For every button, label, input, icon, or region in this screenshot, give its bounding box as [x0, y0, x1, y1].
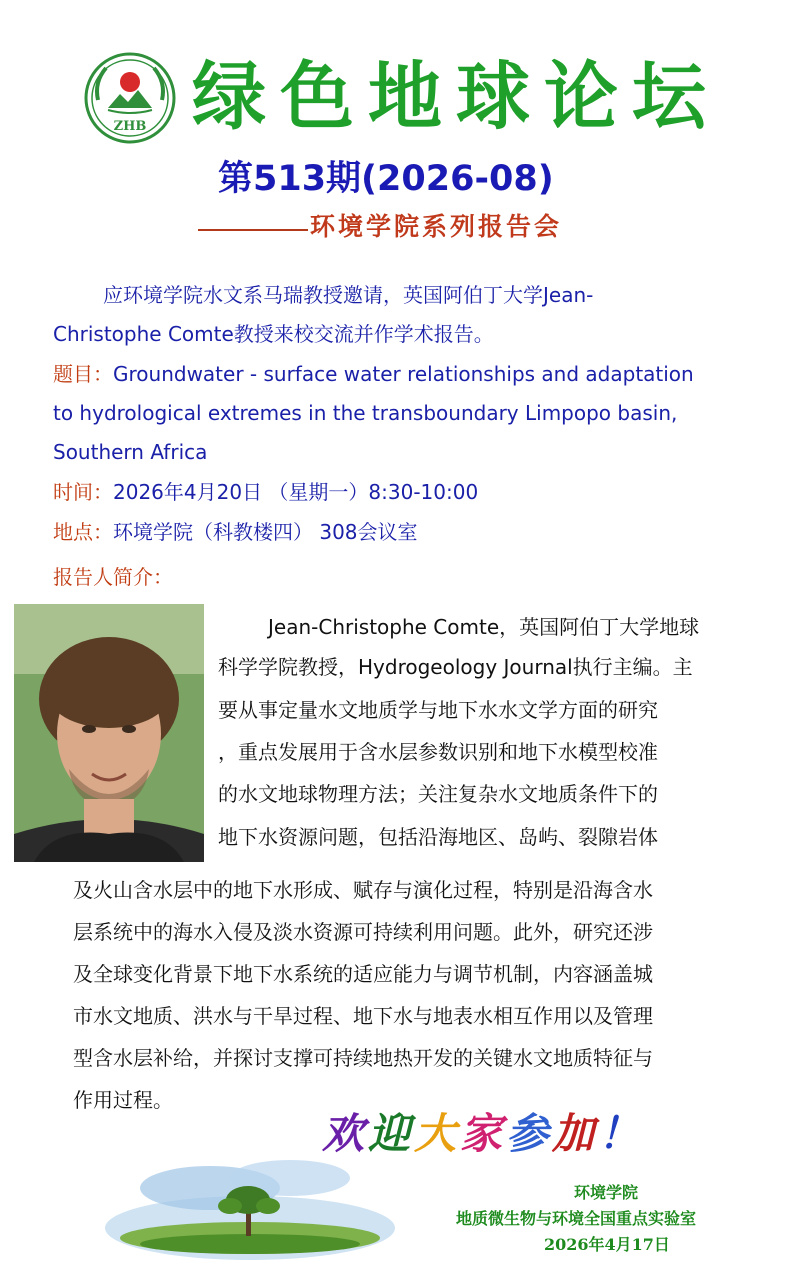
bio-line-5: 的水文地球物理方法；关注复杂水文地质条件下的	[218, 782, 658, 806]
welcome-char-7: ！	[598, 1109, 645, 1158]
place-label: 地点：	[53, 520, 113, 544]
topic-label: 题目：	[53, 362, 113, 386]
bio-line-2: 科学学院教授，Hydrogeology Journal执行主编。主	[218, 655, 693, 679]
place-value: 环境学院（科教楼四） 308会议室	[113, 520, 418, 544]
landscape-illustration	[100, 1148, 400, 1260]
logo-text: ZHB	[113, 119, 147, 134]
series-title: 环境学院系列报告会	[310, 212, 563, 241]
bio-line-1: Jean-Christophe Comte，英国阿伯丁大学地球	[268, 615, 700, 639]
footer-school: 环境学院	[574, 1183, 639, 1202]
bio-line-10: 市水文地质、洪水与干旱过程、地下水与地表水相互作用以及管理	[73, 1004, 653, 1028]
time-row	[53, 473, 478, 512]
speaker-photo	[14, 604, 204, 862]
bio-line-11: 型含水层补给，并探讨支撑可持续地热开发的关键水文地质特征与	[73, 1046, 653, 1070]
topic-line-3: Southern Africa	[53, 440, 208, 464]
topic-row	[53, 355, 694, 394]
welcome-char-4: 家	[460, 1109, 507, 1158]
welcome-char-6: 加	[552, 1109, 599, 1158]
bio-line-4: ，重点发展用于含水层参数识别和地下水模型校准	[218, 740, 658, 764]
series-dash	[198, 229, 308, 231]
intro-line-2: Christophe Comte教授来校交流并作学术报告。	[53, 322, 494, 346]
bio-line-12: 作用过程。	[73, 1088, 173, 1112]
welcome-char-5: 参	[506, 1109, 553, 1158]
issue-number: 第513期(2026-08)	[218, 159, 554, 199]
welcome-char-3: 大	[414, 1109, 461, 1158]
place-row	[53, 513, 418, 552]
bio-line-8: 层系统中的海水入侵及淡水资源可持续利用问题。此外，研究还涉	[73, 920, 653, 944]
topic-line-2: to hydrological extremes in the transboundary Limpopo basin,	[53, 401, 678, 425]
forum-title: 绿色地球论坛	[192, 54, 720, 140]
zhb-logo	[84, 52, 176, 144]
welcome-text	[322, 1104, 644, 1164]
welcome-char-1: 欢	[322, 1109, 369, 1158]
speaker-label: 报告人简介：	[53, 565, 173, 589]
time-label: 时间：	[53, 480, 113, 504]
time-value: 2026年4月20日 （星期一）8:30-10:00	[113, 480, 479, 504]
welcome-char-2: 迎	[368, 1109, 415, 1158]
footer-lab: 地质微生物与环境全国重点实验室	[456, 1209, 697, 1228]
intro-line-1: 应环境学院水文系马瑞教授邀请，英国阿伯丁大学Jean-	[103, 283, 594, 307]
bio-line-9: 及全球变化背景下地下水系统的适应能力与调节机制，内容涵盖城	[73, 962, 653, 986]
bio-line-7: 及火山含水层中的地下水形成、赋存与演化过程，特别是沿海含水	[73, 878, 653, 902]
bio-line-3: 要从事定量水文地质学与地下水水文学方面的研究	[218, 698, 658, 722]
bio-line-6: 地下水资源问题，包括沿海地区、岛屿、裂隙岩体	[218, 825, 658, 849]
footer-date: 2026年4月17日	[544, 1235, 670, 1254]
topic-line-1: Groundwater - surface water relationships and adaptation	[113, 362, 694, 386]
